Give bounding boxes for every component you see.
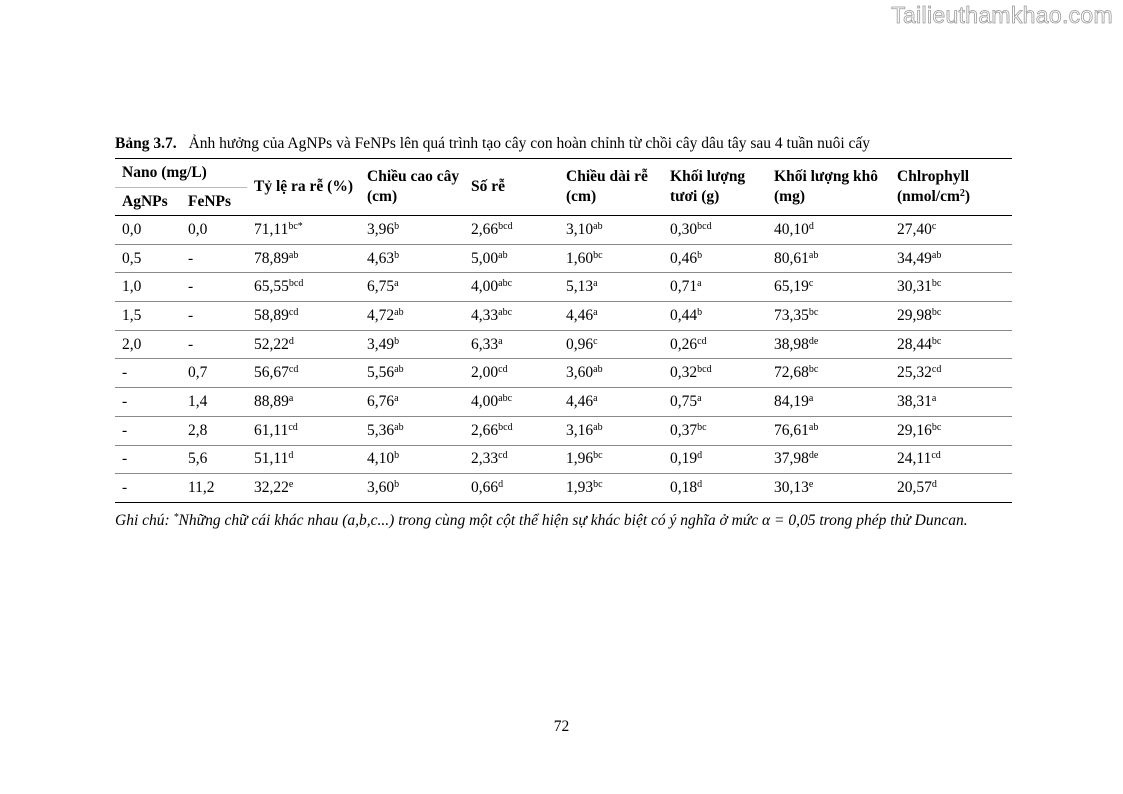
cell-significance-letters: d <box>498 479 504 491</box>
cell-fenps: 0,7 <box>181 359 247 388</box>
cell-significance-letters: a <box>498 335 503 347</box>
cell-significance-letters: cd <box>288 364 299 376</box>
cell-significance-letters: ab <box>394 421 404 433</box>
cell-value: 3,60 <box>367 479 395 497</box>
header-chlorophyll-text: Chlrophyll (nmol/cm <box>897 168 970 205</box>
cell-significance-letters: bcd <box>288 278 304 290</box>
cell-fresh-weight <box>663 474 767 503</box>
cell-value: 0,19 <box>670 450 698 468</box>
cell-significance-letters: bcd <box>697 220 712 232</box>
cell-root-count <box>464 416 559 445</box>
cell-significance-letters: ab <box>593 220 603 232</box>
cell-value: 1,96 <box>566 450 594 468</box>
cell-fresh-weight <box>663 330 767 359</box>
cell-dry-weight <box>767 302 890 331</box>
cell-root-length <box>559 445 663 474</box>
cell-plant-height <box>360 474 464 503</box>
cell-significance-letters: ab <box>931 249 942 261</box>
cell-significance-letters: a <box>288 392 294 404</box>
cell-agnps: 1,5 <box>115 302 181 331</box>
cell-chlorophyll <box>890 273 1012 302</box>
cell-significance-letters: bc <box>593 249 603 261</box>
cell-value: 84,19 <box>774 392 809 410</box>
note-text: Những chữ cái khác nhau (a,b,c...) trong cùng một cột thể hiện sự khác biệt có ý nghĩa ở mức α = 0,05 trong phép thử Duncan. <box>178 512 968 529</box>
header-dry-weight: Khối lượng khô (mg) <box>767 159 890 216</box>
cell-significance-letters: cd <box>498 364 508 376</box>
cell-plant-height <box>360 445 464 474</box>
cell-root-count <box>464 474 559 503</box>
cell-significance-letters: bc <box>808 306 819 318</box>
cell-value: 72,68 <box>774 364 809 382</box>
cell-value: 73,35 <box>774 306 809 324</box>
cell-value: 25,32 <box>897 364 932 382</box>
cell-root-rate <box>247 273 360 302</box>
cell-significance-letters: ab <box>394 364 404 376</box>
cell-value: 65,55 <box>254 278 289 296</box>
cell-agnps: - <box>115 474 181 503</box>
cell-value: 51,11 <box>254 450 289 468</box>
cell-dry-weight <box>767 388 890 417</box>
cell-chlorophyll <box>890 445 1012 474</box>
header-agnps: AgNPs <box>115 188 181 216</box>
table-number: Bảng 3.7. <box>115 135 177 152</box>
cell-value: 61,11 <box>254 421 289 439</box>
header-chlorophyll <box>890 159 1012 216</box>
cell-value: 40,10 <box>774 220 809 238</box>
cell-value: 28,44 <box>897 335 932 353</box>
cell-agnps: - <box>115 388 181 417</box>
cell-fresh-weight <box>663 216 767 245</box>
cell-significance-letters: a <box>394 278 399 290</box>
cell-chlorophyll <box>890 330 1012 359</box>
cell-significance-letters: cd <box>697 335 707 347</box>
cell-significance-letters: a <box>931 392 937 404</box>
cell-significance-letters: bcd <box>697 364 712 376</box>
cell-chlorophyll <box>890 388 1012 417</box>
cell-significance-letters: a <box>697 278 702 290</box>
cell-dry-weight <box>767 216 890 245</box>
cell-chlorophyll <box>890 359 1012 388</box>
cell-value: 37,98 <box>774 450 809 468</box>
cell-fresh-weight <box>663 445 767 474</box>
cell-significance-letters: d <box>697 450 703 462</box>
cell-significance-letters: cd <box>498 450 508 462</box>
cell-dry-weight <box>767 359 890 388</box>
cell-value: 29,16 <box>897 421 932 439</box>
cell-significance-letters: a <box>808 392 814 404</box>
cell-value: 30,31 <box>897 278 932 296</box>
cell-fenps: 0,0 <box>181 216 247 245</box>
cell-value: 4,63 <box>367 249 395 267</box>
cell-fresh-weight <box>663 302 767 331</box>
cell-fenps: - <box>181 302 247 331</box>
cell-root-count <box>464 273 559 302</box>
cell-significance-letters: abc <box>498 278 513 290</box>
cell-value: 0,37 <box>670 421 698 439</box>
cell-root-length <box>559 273 663 302</box>
cell-agnps: 1,0 <box>115 273 181 302</box>
cell-chlorophyll <box>890 216 1012 245</box>
cell-root-rate <box>247 474 360 503</box>
header-chlorophyll-sup: 2 <box>959 188 965 199</box>
cell-root-length <box>559 388 663 417</box>
cell-value: 6,33 <box>471 335 499 353</box>
cell-significance-letters: ab <box>808 421 819 433</box>
cell-value: 52,22 <box>254 335 289 353</box>
cell-dry-weight <box>767 330 890 359</box>
cell-value: 78,89 <box>254 249 289 267</box>
cell-plant-height <box>360 273 464 302</box>
table-row <box>115 388 1012 417</box>
cell-significance-letters: ab <box>394 306 404 318</box>
cell-root-length <box>559 416 663 445</box>
cell-significance-letters: bc* <box>288 220 303 232</box>
cell-root-rate <box>247 359 360 388</box>
table-caption-text: Ảnh hưởng của AgNPs và FeNPs lên quá trình tạo cây con hoàn chỉnh từ chồi cây dâu tây sau 4 tuần nuôi cấy <box>188 135 871 152</box>
cell-root-length <box>559 474 663 503</box>
cell-value: 3,16 <box>566 421 594 439</box>
cell-value: 88,89 <box>254 392 289 410</box>
cell-value: 58,89 <box>254 306 289 324</box>
cell-significance-letters: bc <box>931 335 942 347</box>
cell-value: 0,30 <box>670 220 698 238</box>
cell-root-length <box>559 359 663 388</box>
table-row <box>115 445 1012 474</box>
cell-significance-letters: bc <box>697 421 707 433</box>
cell-dry-weight <box>767 416 890 445</box>
cell-significance-letters: c <box>808 278 814 290</box>
table-row <box>115 273 1012 302</box>
cell-value: 80,61 <box>774 249 809 267</box>
cell-significance-letters: d <box>808 220 814 232</box>
cell-significance-letters: bc <box>593 479 603 491</box>
cell-root-count <box>464 330 559 359</box>
header-chlorophyll-end: ) <box>964 188 971 205</box>
cell-value: 27,40 <box>897 220 932 238</box>
cell-value: 5,56 <box>367 364 395 382</box>
cell-value: 1,93 <box>566 479 594 497</box>
cell-significance-letters: b <box>394 479 400 491</box>
cell-value: 34,49 <box>897 249 932 267</box>
table-body <box>115 216 1012 503</box>
cell-fenps: - <box>181 244 247 273</box>
cell-chlorophyll <box>890 302 1012 331</box>
cell-value: 0,66 <box>471 479 499 497</box>
cell-significance-letters: bc <box>931 421 942 433</box>
cell-chlorophyll <box>890 416 1012 445</box>
cell-plant-height <box>360 216 464 245</box>
cell-value: 4,72 <box>367 306 395 324</box>
page-number: 72 <box>553 718 570 735</box>
cell-value: 2,66 <box>471 220 499 238</box>
cell-fenps: - <box>181 330 247 359</box>
cell-fenps: 11,2 <box>181 474 247 503</box>
cell-value: 38,31 <box>897 392 932 410</box>
cell-significance-letters: b <box>394 450 400 462</box>
cell-significance-letters: bc <box>593 450 603 462</box>
cell-significance-letters: de <box>808 335 819 347</box>
cell-value: 2,00 <box>471 364 499 382</box>
cell-value: 0,75 <box>670 392 698 410</box>
cell-significance-letters: bcd <box>498 220 513 232</box>
cell-value: 2,66 <box>471 421 499 439</box>
cell-fresh-weight <box>663 416 767 445</box>
cell-root-length <box>559 302 663 331</box>
table-caption <box>115 135 1015 153</box>
cell-root-rate <box>247 388 360 417</box>
cell-significance-letters: ab <box>498 249 508 261</box>
cell-value: 65,19 <box>774 278 809 296</box>
note-marker: * <box>173 512 179 523</box>
cell-value: 0,32 <box>670 364 698 382</box>
table-row <box>115 416 1012 445</box>
cell-value: 6,76 <box>367 392 395 410</box>
cell-plant-height <box>360 416 464 445</box>
cell-fresh-weight <box>663 244 767 273</box>
cell-dry-weight <box>767 474 890 503</box>
cell-root-length <box>559 216 663 245</box>
cell-significance-letters: bc <box>931 278 942 290</box>
cell-value: 2,33 <box>471 450 499 468</box>
cell-significance-letters: b <box>697 306 703 318</box>
cell-significance-letters: ab <box>593 421 603 433</box>
cell-value: 29,98 <box>897 306 932 324</box>
cell-value: 4,33 <box>471 306 499 324</box>
cell-value: 6,75 <box>367 278 395 296</box>
header-fresh-weight: Khối lượng tươi (g) <box>663 159 767 216</box>
cell-root-rate <box>247 445 360 474</box>
cell-significance-letters: de <box>808 450 819 462</box>
note-prefix: Ghi chú: <box>115 512 174 529</box>
cell-fenps: - <box>181 273 247 302</box>
cell-value: 5,36 <box>367 421 395 439</box>
cell-significance-letters: bc <box>808 364 819 376</box>
cell-plant-height <box>360 359 464 388</box>
cell-root-count <box>464 388 559 417</box>
cell-value: 71,11 <box>254 220 289 238</box>
cell-value: 30,13 <box>774 479 809 497</box>
cell-fenps: 1,4 <box>181 388 247 417</box>
cell-root-count <box>464 244 559 273</box>
header-nano: Nano (mg/L) <box>115 159 247 188</box>
cell-root-length <box>559 330 663 359</box>
cell-root-rate <box>247 216 360 245</box>
cell-agnps: - <box>115 445 181 474</box>
cell-significance-letters: e <box>288 479 294 491</box>
cell-value: 3,49 <box>367 335 395 353</box>
cell-significance-letters: d <box>697 479 703 491</box>
cell-significance-letters: a <box>593 278 598 290</box>
cell-significance-letters: a <box>593 306 598 318</box>
cell-significance-letters: a <box>697 392 702 404</box>
cell-significance-letters: c <box>931 220 937 232</box>
cell-significance-letters: b <box>394 220 400 232</box>
cell-value: 0,71 <box>670 278 698 296</box>
cell-plant-height <box>360 388 464 417</box>
cell-plant-height <box>360 330 464 359</box>
cell-value: 24,11 <box>897 450 932 468</box>
cell-dry-weight <box>767 244 890 273</box>
cell-value: 0,44 <box>670 306 698 324</box>
cell-root-count <box>464 359 559 388</box>
cell-root-count <box>464 445 559 474</box>
cell-significance-letters: ab <box>808 249 819 261</box>
cell-dry-weight <box>767 273 890 302</box>
cell-dry-weight <box>767 445 890 474</box>
cell-significance-letters: d <box>931 479 937 491</box>
cell-fenps: 5,6 <box>181 445 247 474</box>
table-note <box>115 510 1015 531</box>
cell-plant-height <box>360 302 464 331</box>
table-row <box>115 359 1012 388</box>
cell-root-count <box>464 302 559 331</box>
cell-agnps: - <box>115 359 181 388</box>
cell-plant-height <box>360 244 464 273</box>
cell-fresh-weight <box>663 359 767 388</box>
cell-value: 3,60 <box>566 364 594 382</box>
cell-root-rate <box>247 416 360 445</box>
header-row-1 <box>115 159 1012 188</box>
cell-significance-letters: bcd <box>498 421 513 433</box>
cell-root-rate <box>247 330 360 359</box>
cell-significance-letters: abc <box>498 306 513 318</box>
cell-agnps: 0,5 <box>115 244 181 273</box>
cell-significance-letters: ab <box>288 249 299 261</box>
cell-value: 5,13 <box>566 278 594 296</box>
cell-value: 56,67 <box>254 364 289 382</box>
cell-significance-letters: d <box>288 335 294 347</box>
cell-value: 0,96 <box>566 335 594 353</box>
watermark-text: Tailieuthamkhao.com <box>891 2 1113 28</box>
cell-significance-letters: e <box>808 479 814 491</box>
cell-root-rate <box>247 244 360 273</box>
cell-agnps: - <box>115 416 181 445</box>
cell-significance-letters: ab <box>593 364 603 376</box>
results-table <box>115 158 1012 503</box>
cell-value: 0,18 <box>670 479 698 497</box>
cell-value: 4,10 <box>367 450 395 468</box>
cell-value: 3,96 <box>367 220 395 238</box>
cell-value: 5,00 <box>471 249 499 267</box>
cell-significance-letters: cd <box>931 450 941 462</box>
table-row <box>115 216 1012 245</box>
table-row <box>115 474 1012 503</box>
header-plant-height: Chiều cao cây (cm) <box>360 159 464 216</box>
cell-value: 4,46 <box>566 392 594 410</box>
cell-value: 38,98 <box>774 335 809 353</box>
header-fenps: FeNPs <box>181 188 247 216</box>
cell-fresh-weight <box>663 273 767 302</box>
cell-value: 76,61 <box>774 421 809 439</box>
cell-value: 0,26 <box>670 335 698 353</box>
cell-significance-letters: b <box>697 249 703 261</box>
cell-value: 0,46 <box>670 249 698 267</box>
cell-value: 32,22 <box>254 479 289 497</box>
header-root-count: Số rễ <box>464 159 559 216</box>
cell-significance-letters: b <box>394 335 400 347</box>
cell-significance-letters: bc <box>931 306 942 318</box>
cell-significance-letters: cd <box>931 364 942 376</box>
cell-root-count <box>464 216 559 245</box>
cell-significance-letters: b <box>394 249 400 261</box>
cell-agnps: 0,0 <box>115 216 181 245</box>
cell-significance-letters: cd <box>288 306 299 318</box>
cell-value: 1,60 <box>566 249 594 267</box>
header-root-length: Chiều dài rễ (cm) <box>559 159 663 216</box>
cell-significance-letters: a <box>593 392 598 404</box>
cell-chlorophyll <box>890 474 1012 503</box>
cell-significance-letters: c <box>593 335 598 347</box>
header-root-rate: Tỷ lệ ra rễ (%) <box>247 159 360 216</box>
cell-value: 4,46 <box>566 306 594 324</box>
cell-significance-letters: a <box>394 392 399 404</box>
table-row <box>115 244 1012 273</box>
cell-value: 20,57 <box>897 479 932 497</box>
table-row <box>115 330 1012 359</box>
cell-value: 3,10 <box>566 220 594 238</box>
cell-value: 4,00 <box>471 392 499 410</box>
cell-significance-letters: abc <box>498 392 513 404</box>
cell-fresh-weight <box>663 388 767 417</box>
cell-root-length <box>559 244 663 273</box>
cell-fenps: 2,8 <box>181 416 247 445</box>
cell-chlorophyll <box>890 244 1012 273</box>
cell-root-rate <box>247 302 360 331</box>
cell-significance-letters: d <box>288 450 294 462</box>
cell-significance-letters: cd <box>288 421 298 433</box>
cell-value: 4,00 <box>471 278 499 296</box>
table-row <box>115 302 1012 331</box>
cell-agnps: 2,0 <box>115 330 181 359</box>
